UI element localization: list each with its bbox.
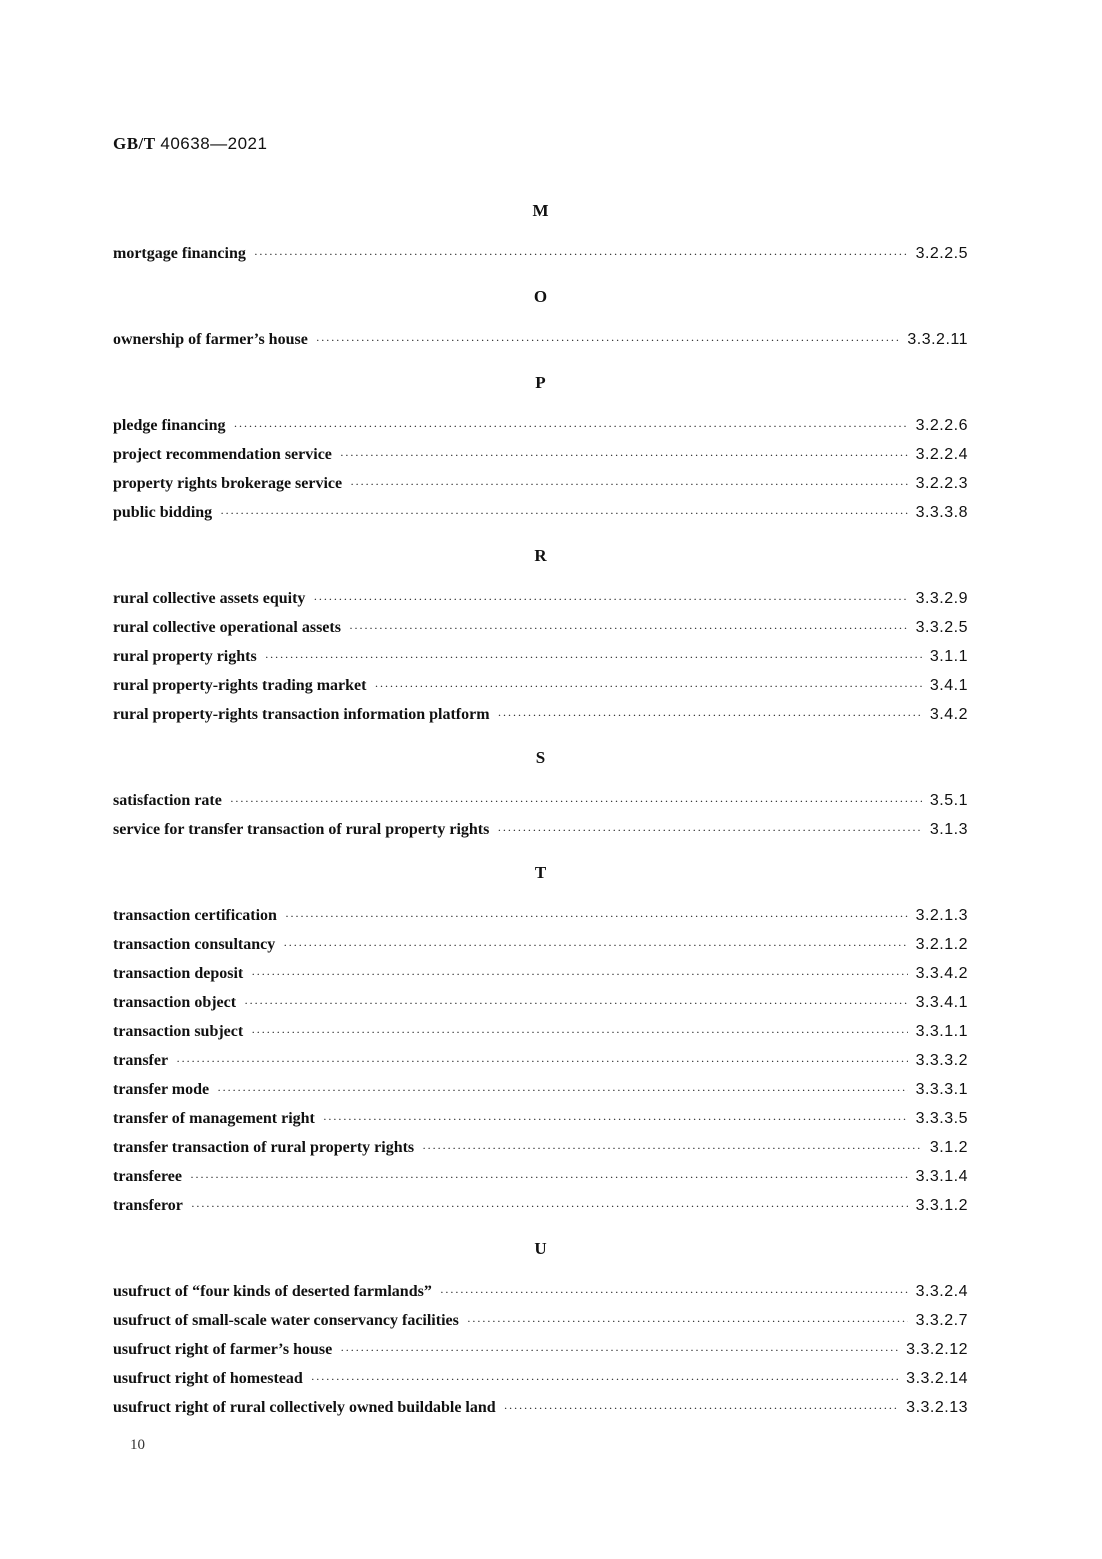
index-entry xyxy=(113,786,968,815)
dot-leader xyxy=(251,960,907,989)
entry-term: usufruct of “four kinds of deserted farmlands” xyxy=(113,1283,432,1300)
index-entry xyxy=(113,700,968,729)
dot-leader xyxy=(254,240,908,269)
entry-term: usufruct of small-scale water conservancy facilities xyxy=(113,1312,459,1329)
index-entry xyxy=(113,1133,968,1162)
entry-reference: 3.3.2.5 xyxy=(915,619,968,636)
page-number: 10 xyxy=(130,1437,145,1453)
entry-reference: 3.3.3.2 xyxy=(915,1052,968,1069)
index-section-t xyxy=(113,858,968,1220)
entry-term: mortgage financing xyxy=(113,245,246,262)
index-section-o xyxy=(113,282,968,354)
index-entry xyxy=(113,1162,968,1191)
entry-reference: 3.3.3.1 xyxy=(915,1081,968,1098)
standard-code: GB/T xyxy=(113,134,156,153)
section-letter: M xyxy=(532,201,549,220)
index-entry xyxy=(113,411,968,440)
dot-leader xyxy=(217,1076,907,1105)
entry-term: satisfaction rate xyxy=(113,792,222,809)
entry-reference: 3.3.3.5 xyxy=(915,1110,968,1127)
entry-term: transfer mode xyxy=(113,1081,210,1098)
dot-leader xyxy=(313,585,907,614)
dot-leader xyxy=(316,326,900,355)
entry-term: rural property rights xyxy=(113,648,257,665)
index-entry xyxy=(113,325,968,354)
index-entry xyxy=(113,1191,968,1220)
entry-term: transaction certification xyxy=(113,907,277,924)
entry-reference: 3.3.1.4 xyxy=(915,1168,968,1185)
entry-term: public bidding xyxy=(113,504,213,521)
dot-leader xyxy=(504,1394,899,1423)
section-letter: R xyxy=(534,546,547,565)
index-entry xyxy=(113,642,968,671)
entry-reference: 3.3.2.9 xyxy=(915,590,968,607)
dot-leader xyxy=(230,787,922,816)
entry-term: usufruct right of farmer’s house xyxy=(113,1341,333,1358)
dot-leader xyxy=(349,614,908,643)
index-section-m xyxy=(113,196,968,268)
index-entry xyxy=(113,1364,968,1393)
document-header xyxy=(113,134,267,154)
dot-leader xyxy=(311,1365,898,1394)
index-entry xyxy=(113,988,968,1017)
dot-leader xyxy=(285,902,908,931)
entry-term: rural property-rights trading market xyxy=(113,677,367,694)
entry-reference: 3.2.1.3 xyxy=(915,907,968,924)
entry-reference: 3.2.1.2 xyxy=(915,936,968,953)
index-section-u xyxy=(113,1234,968,1422)
entry-term: transfer xyxy=(113,1052,169,1069)
entry-term: transaction object xyxy=(113,994,237,1011)
dot-leader xyxy=(340,441,908,470)
entry-term: transfer transaction of rural property rights xyxy=(113,1139,415,1156)
dot-leader xyxy=(440,1278,908,1307)
entry-reference: 3.2.2.6 xyxy=(915,417,968,434)
entry-term: ownership of farmer’s house xyxy=(113,331,308,348)
entry-reference: 3.2.2.4 xyxy=(915,446,968,463)
entry-reference: 3.1.2 xyxy=(929,1139,968,1156)
entry-term: usufruct right of homestead xyxy=(113,1370,303,1387)
entry-term: transaction deposit xyxy=(113,965,244,982)
entry-reference: 3.2.2.5 xyxy=(915,245,968,262)
index-entry xyxy=(113,959,968,988)
standard-number: 40638—2021 xyxy=(160,134,268,153)
entry-reference: 3.3.2.4 xyxy=(915,1283,968,1300)
index-section-s xyxy=(113,743,968,844)
index-entry xyxy=(113,469,968,498)
entry-reference: 3.3.1.2 xyxy=(915,1197,968,1214)
entry-reference: 3.2.2.3 xyxy=(915,475,968,492)
entry-reference: 3.3.2.12 xyxy=(906,1341,968,1358)
dot-leader xyxy=(265,643,922,672)
index-entry xyxy=(113,1335,968,1364)
entry-term: transferee xyxy=(113,1168,182,1185)
dot-leader xyxy=(374,672,921,701)
section-letter: O xyxy=(533,287,548,306)
dot-leader xyxy=(191,1192,908,1221)
dot-leader xyxy=(190,1163,908,1192)
section-letter: T xyxy=(534,863,547,882)
section-letter: P xyxy=(535,373,546,392)
entry-reference: 3.3.2.7 xyxy=(915,1312,968,1329)
index-entry xyxy=(113,901,968,930)
entry-reference: 3.3.2.13 xyxy=(906,1399,968,1416)
entry-reference: 3.1.1 xyxy=(929,648,968,665)
index-entry xyxy=(113,498,968,527)
entry-term: project recommendation service xyxy=(113,446,332,463)
index-entry xyxy=(113,1306,968,1335)
entry-term: rural collective operational assets xyxy=(113,619,341,636)
dot-leader xyxy=(422,1134,922,1163)
dot-leader xyxy=(498,701,922,730)
dot-leader xyxy=(251,1018,907,1047)
entry-reference: 3.3.2.14 xyxy=(906,1370,968,1387)
index-entry xyxy=(113,1104,968,1133)
index-entry xyxy=(113,239,968,268)
index-entry xyxy=(113,1277,968,1306)
dot-leader xyxy=(176,1047,907,1076)
entry-reference: 3.3.3.8 xyxy=(915,504,968,521)
entry-reference: 3.3.4.2 xyxy=(915,965,968,982)
entry-reference: 3.5.1 xyxy=(929,792,968,809)
dot-leader xyxy=(350,470,907,499)
entry-reference: 3.1.3 xyxy=(929,821,968,838)
section-letter: S xyxy=(535,748,546,767)
index-entry xyxy=(113,1393,968,1422)
dot-leader xyxy=(283,931,907,960)
dot-leader xyxy=(233,412,907,441)
index-entry xyxy=(113,815,968,844)
entry-term: property rights brokerage service xyxy=(113,475,343,492)
dot-leader xyxy=(467,1307,908,1336)
entry-term: service for transfer transaction of rural property rights xyxy=(113,821,490,838)
index-section-r xyxy=(113,541,968,729)
index-section-p xyxy=(113,368,968,527)
entry-reference: 3.3.4.1 xyxy=(915,994,968,1011)
dot-leader xyxy=(244,989,907,1018)
dot-leader xyxy=(340,1336,898,1365)
dot-leader xyxy=(323,1105,908,1134)
entry-reference: 3.4.2 xyxy=(929,706,968,723)
section-letter: U xyxy=(534,1239,547,1258)
index-entry xyxy=(113,1017,968,1046)
index-entry xyxy=(113,930,968,959)
dot-leader xyxy=(220,499,907,528)
index-entry xyxy=(113,671,968,700)
index-entry xyxy=(113,1046,968,1075)
entry-term: transaction consultancy xyxy=(113,936,276,953)
term-index xyxy=(113,196,968,1422)
entry-term: pledge financing xyxy=(113,417,226,434)
entry-term: transfer of management right xyxy=(113,1110,315,1127)
index-entry xyxy=(113,584,968,613)
dot-leader xyxy=(497,816,922,845)
entry-term: rural collective assets equity xyxy=(113,590,306,607)
index-entry xyxy=(113,440,968,469)
entry-term: transaction subject xyxy=(113,1023,244,1040)
entry-reference: 3.4.1 xyxy=(929,677,968,694)
entry-reference: 3.3.1.1 xyxy=(915,1023,968,1040)
entry-term: transferor xyxy=(113,1197,183,1214)
index-entry xyxy=(113,613,968,642)
entry-reference: 3.3.2.11 xyxy=(907,331,968,348)
entry-term: usufruct right of rural collectively owned buildable land xyxy=(113,1399,496,1416)
entry-term: rural property-rights transaction information platform xyxy=(113,706,490,723)
index-entry xyxy=(113,1075,968,1104)
